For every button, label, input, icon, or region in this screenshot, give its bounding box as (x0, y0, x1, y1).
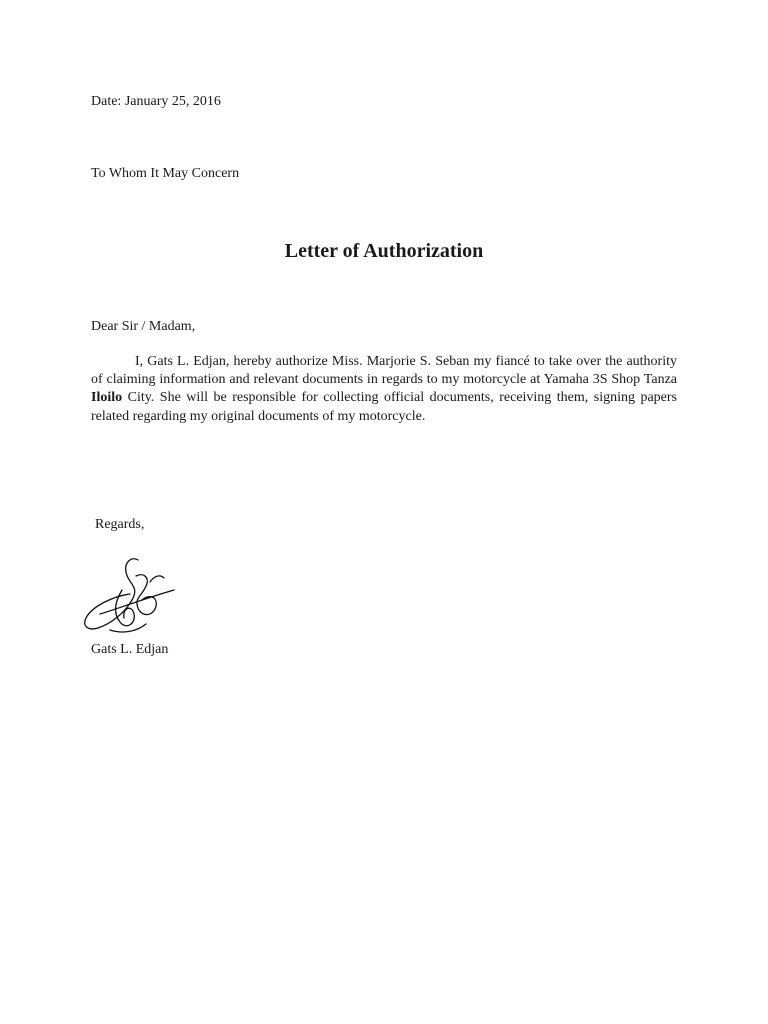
signer-name: Gats L. Edjan (91, 642, 169, 657)
body-part-1: I, Gats L. Edjan, hereby authorize Miss. Marjorie S. Seban my fiancé to take over the authority of claiming information and relevant documents in regards to my motorcycle at Yamaha 3S Shop Tanza (91, 354, 677, 388)
letter-greeting: Dear Sir / Madam, (91, 319, 196, 334)
letter-title: Letter of Authorization (284, 240, 484, 262)
body-part-2: City. She will be responsible for collecting official documents, receiving them, signing papers related regarding my original documents of my motorcycle. (91, 390, 677, 424)
body-city-bold: Iloilo (91, 390, 123, 406)
letter-closing: Regards, (95, 517, 145, 532)
handwritten-signature (80, 552, 175, 642)
letter-date: Date: January 25, 2016 (91, 94, 221, 109)
letter-body (91, 353, 677, 426)
letter-addressee: To Whom It May Concern (91, 166, 240, 181)
